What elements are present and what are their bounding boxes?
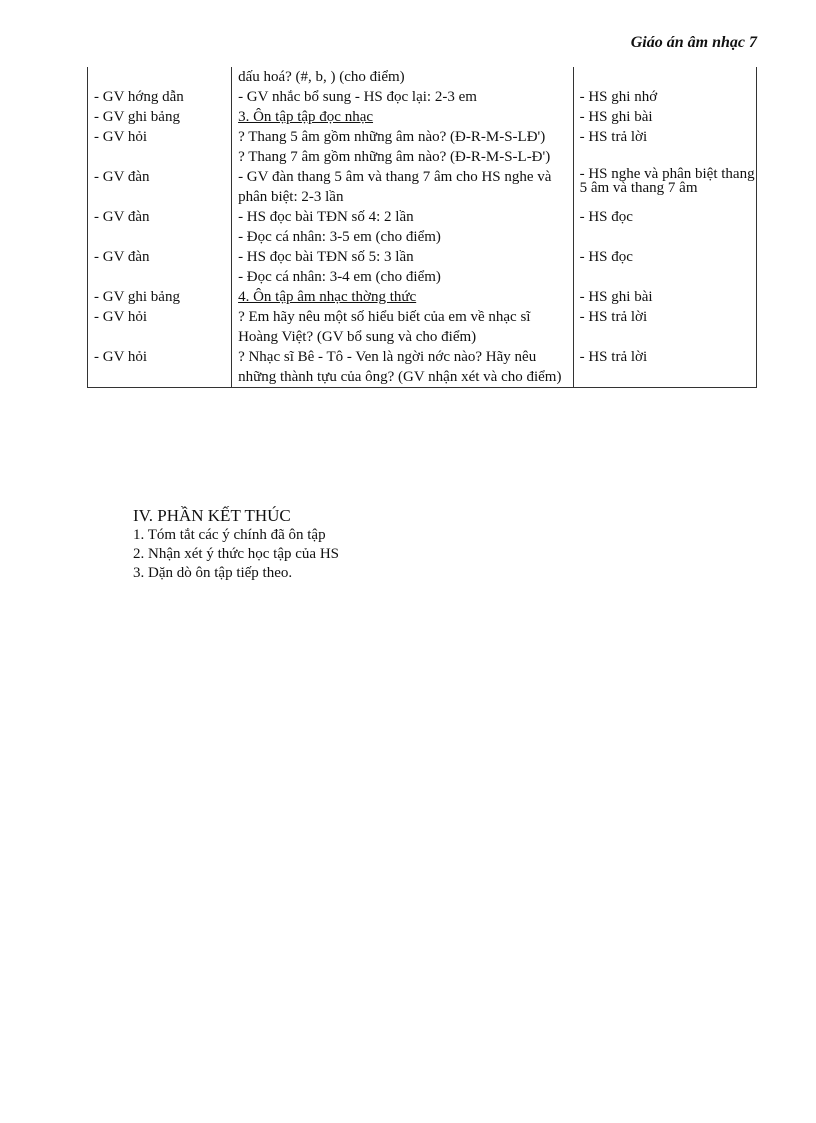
- teacher-activity-cell: - GV ghi bảng: [88, 107, 232, 127]
- content-line: dấu hoá? (#, b, ) (cho điểm): [238, 69, 405, 85]
- content-line: ? Thang 5 âm gồm những âm nào? (Đ-R-M-S-LĐ'): [238, 129, 546, 145]
- conclusion-item: 1. Tóm tắt các ý chính đã ôn tập: [133, 527, 326, 543]
- student-activity-cell: - HS trả lời: [573, 347, 756, 388]
- conclusion-item: 2. Nhận xét ý thức học tập của HS: [133, 546, 339, 562]
- section-heading: 3. Ôn tập tập đọc nhạc: [238, 109, 374, 125]
- teacher-activity-cell: - GV ghi bảng: [88, 287, 232, 307]
- content-cell: [232, 347, 574, 388]
- student-activity-cell: - HS nghe và phân biệt thang 5 âm và thang 7 âm: [573, 167, 756, 207]
- content-line: - GV nhắc bổ sung - HS đọc lại: 2-3 em: [238, 89, 477, 105]
- student-activity-cell: - HS đọc: [573, 207, 756, 247]
- content-cell: [232, 247, 574, 287]
- content-cell: [232, 87, 574, 107]
- content-cell: [232, 107, 574, 127]
- student-activity-cell: - HS trả lời: [573, 127, 756, 167]
- content-line: - Đọc cá nhân: 3-5 em (cho điểm): [238, 229, 441, 245]
- student-activity-cell: - HS đọc: [573, 247, 756, 287]
- content-line: - GV đàn thang 5 âm và thang 7 âm cho HS nghe và phân biệt: 2-3 lần: [238, 169, 552, 205]
- content-line: - HS đọc bài TĐN số 5: 3 lần: [238, 249, 414, 265]
- teacher-activity-cell: [88, 67, 232, 87]
- conclusion-heading: IV. PHẦN KẾT THÚC: [133, 506, 291, 525]
- student-activity-cell: [573, 67, 756, 87]
- content-cell: [232, 127, 574, 167]
- student-activity-cell: - HS ghi bài: [573, 287, 756, 307]
- content-line: ? Nhạc sĩ Bê - Tô - Ven là ngời nớc nào? Hãy nêu những thành tựu của ông? (GV nhận xét và cho điểm): [238, 349, 562, 385]
- table-row: [88, 287, 757, 307]
- content-cell: [232, 307, 574, 347]
- content-cell: [232, 67, 574, 87]
- page-header-title: Giáo án âm nhạc 7: [630, 34, 757, 51]
- content-line: - HS đọc bài TĐN số 4: 2 lần: [238, 209, 414, 225]
- teacher-activity-cell: - GV đàn: [88, 167, 232, 207]
- section-heading: 4. Ôn tập âm nhạc thờng thức: [238, 289, 417, 305]
- teacher-activity-cell: - GV hỏi: [88, 347, 232, 388]
- table-row: [88, 107, 757, 127]
- table-row: [88, 247, 757, 287]
- table-row: [88, 207, 757, 247]
- table-row: [88, 127, 757, 167]
- table-row: [88, 67, 757, 87]
- content-cell: [232, 207, 574, 247]
- teacher-activity-cell: - GV hớng dẫn: [88, 87, 232, 107]
- content-line: ? Thang 7 âm gồm những âm nào? (Đ-R-M-S-L-Đ'): [238, 149, 551, 165]
- student-activity-cell: - HS trả lời: [573, 307, 756, 347]
- table-row: [88, 307, 757, 347]
- conclusion-section: [133, 505, 339, 583]
- lesson-plan-table: [87, 67, 757, 388]
- content-cell: [232, 287, 574, 307]
- teacher-activity-cell: - GV hỏi: [88, 307, 232, 347]
- content-cell: [232, 167, 574, 207]
- student-activity-cell: - HS ghi bài: [573, 107, 756, 127]
- content-line: - Đọc cá nhân: 3-4 em (cho điểm): [238, 269, 441, 285]
- conclusion-item: 3. Dặn dò ôn tập tiếp theo.: [133, 565, 293, 581]
- table-row: [88, 347, 757, 388]
- table-row: [88, 87, 757, 107]
- teacher-activity-cell: - GV đàn: [88, 207, 232, 247]
- content-line: ? Em hãy nêu một số hiểu biết của em về nhạc sĩ Hoàng Việt? (GV bổ sung và cho điểm): [238, 309, 531, 345]
- teacher-activity-cell: - GV đàn: [88, 247, 232, 287]
- teacher-activity-cell: - GV hỏi: [88, 127, 232, 167]
- student-activity-cell: - HS ghi nhớ: [573, 87, 756, 107]
- table-row: [88, 167, 757, 207]
